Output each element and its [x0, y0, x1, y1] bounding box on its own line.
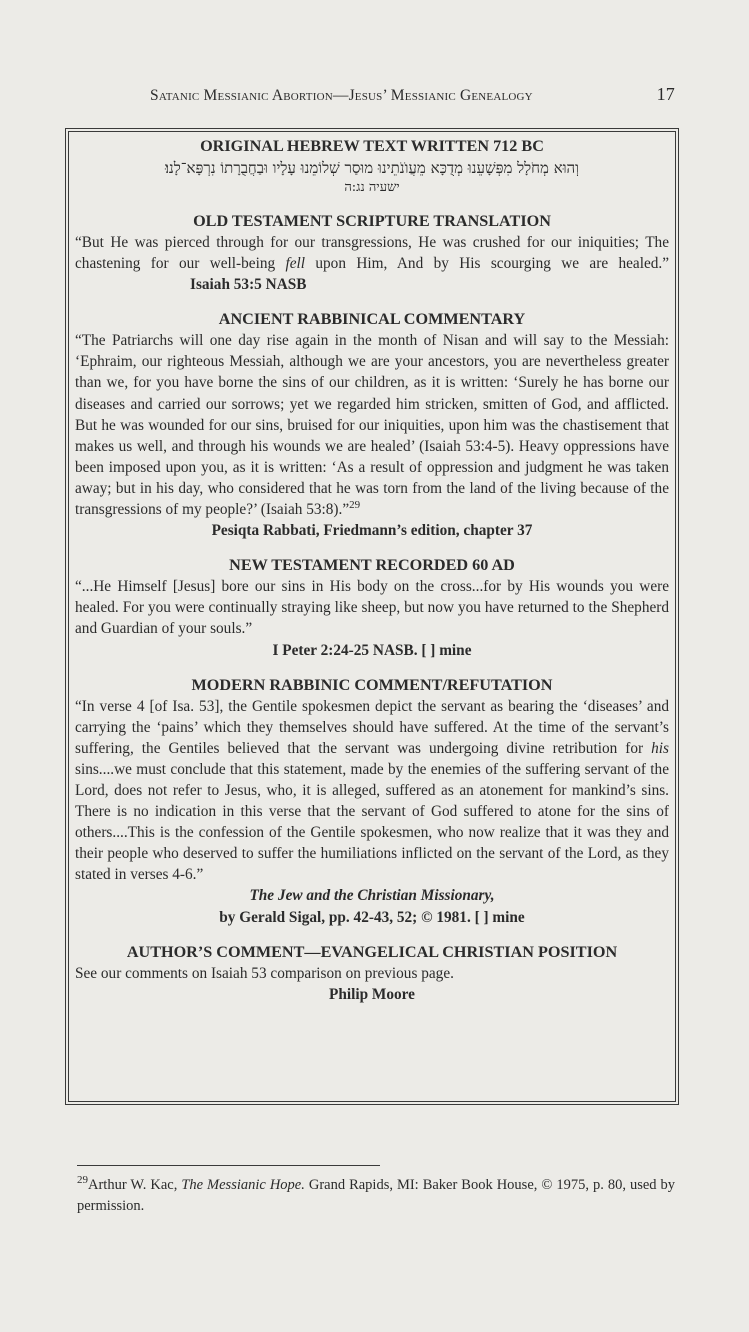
page-number: 17: [656, 84, 675, 104]
nt-citation: I Peter 2:24-25 NASB. [ ] mine: [272, 641, 472, 659]
hebrew-heading: ORIGINAL HEBREW TEXT WRITTEN 712 BC: [200, 137, 544, 155]
hebrew-section: [75, 136, 669, 197]
modern-citation-title: The Jew and the Christian Missionary,: [249, 887, 495, 905]
footnote: $^{29}$Arthur W. Kac, The Messianic Hope. Grand Rapids, MI: Baker Book House, © 1975, p. 80, used by permission.: [77, 1174, 676, 1214]
rabbinical-citation: Pesiqta Rabbati, Friedmann’s edition, chapter 37: [211, 522, 533, 540]
modern-citation-source: by Gerald Sigal, pp. 42-43, 52; © 1981. [ ] mine: [219, 908, 525, 926]
ot-citation: Isaiah 53:5 NASB: [190, 276, 307, 294]
ot-text: “But He was pierced through for our transgressions, He was crushed for our iniquities; The chastening for our well-being fell upon Him, And by His scourging we are healed.” Isaiah 53:5 NASB: [75, 234, 669, 294]
footnote-mark: 29: [77, 1174, 88, 1187]
author-text: See our comments on Isaiah 53 comparison on previous page.: [75, 964, 454, 982]
ot-section: [75, 211, 669, 295]
hebrew-reference: ישעיה נג:ה: [344, 180, 400, 195]
modern-section: [75, 675, 669, 928]
nt-text: “...He Himself [Jesus] bore our sins in His body on the cross...for by His wounds you were healed. For you were continually straying like sheep, but now you have returned to the Shepherd and Guardian of your souls.”: [75, 578, 669, 638]
author-signature: Philip Moore: [329, 985, 415, 1003]
modern-heading: MODERN RABBINIC COMMENT/REFUTATION: [191, 675, 553, 694]
rabbinical-text: “The Patriarchs will one day rise again in the month of Nisan and will say to the Messiah: ‘Ephraim, our righteous Messiah, although we are your ancestors, you are nevertheless greater than we, for you have borne the sins of our children, as it is written: ‘Surely he has borne our diseases and carried our sorrows; yet we regarded him stricken, smitten of God, and afflicted. But he was wounded for our sins, bruised for our iniquities, upon him was the chastisement that makes us well, and through his wounds we are healed’ (Isaiah 53:4-5). Heavy oppressions have been imposed upon you, as it is written: ‘As a result of oppression and judgment he was taken away; but in his day, who considered that he was torn from the land of the living because of the transgressions of my people?’ (Isaiah 53:8).”$^{29}$: [75, 332, 669, 519]
comparison-box-inner: [68, 131, 676, 1102]
rabbinical-section: [75, 309, 669, 541]
running-head-title: Satanic Messianic Abortion—Jesus’ Messianic Genealogy: [150, 87, 533, 104]
author-heading: AUTHOR’S COMMENT—EVANGELICAL CHRISTIAN POSITION: [126, 942, 618, 961]
comparison-box: [65, 128, 679, 1105]
running-head: [150, 84, 675, 105]
nt-heading: NEW TESTAMENT RECORDED 60 AD: [229, 556, 515, 575]
author-section: [75, 942, 669, 1005]
hebrew-text: וְהוּא מְחֹלָל מִפְּשָׁעֵנוּ מְדֻכָּא מֵעֲוֺנֹתֵינוּ מוּסַר שְׁלוֹמֵנוּ עָלָיו וּבַחֲבֻרָתוֹ נִרְפָּא־לָנוּ׃: [164, 159, 580, 177]
footnote-divider: [77, 1165, 380, 1166]
footnote-reference: 29: [349, 498, 361, 511]
modern-text: “In verse 4 [of Isa. 53], the Gentile spokesmen depict the servant as bearing the ‘diseases’ and carrying the ‘pains’ which they themselves should have suffered. At the time of the servant’s suffering, the Gentiles believed that the servant was undergoing divine retribution for his sins....we must conclude that this statement, made by the enemies of the suffering servant of the Lord, does not refer to Jesus, who, it is alleged, suffered as an atonement for mankind’s sins. There is no indication in this verse that the servant of God suffered to atone for the sins of others....This is the confession of the Gentile spokesmen, who now realize that it was they and their people who deserved to suffer the humiliations inflicted on the servant of the Lord, as they stated in verses 4-6.”: [75, 697, 669, 884]
rabbinical-heading: ANCIENT RABBINICAL COMMENTARY: [218, 310, 526, 329]
nt-section: [75, 555, 669, 660]
ot-heading: OLD TESTAMENT SCRIPTURE TRANSLATION: [193, 212, 551, 230]
